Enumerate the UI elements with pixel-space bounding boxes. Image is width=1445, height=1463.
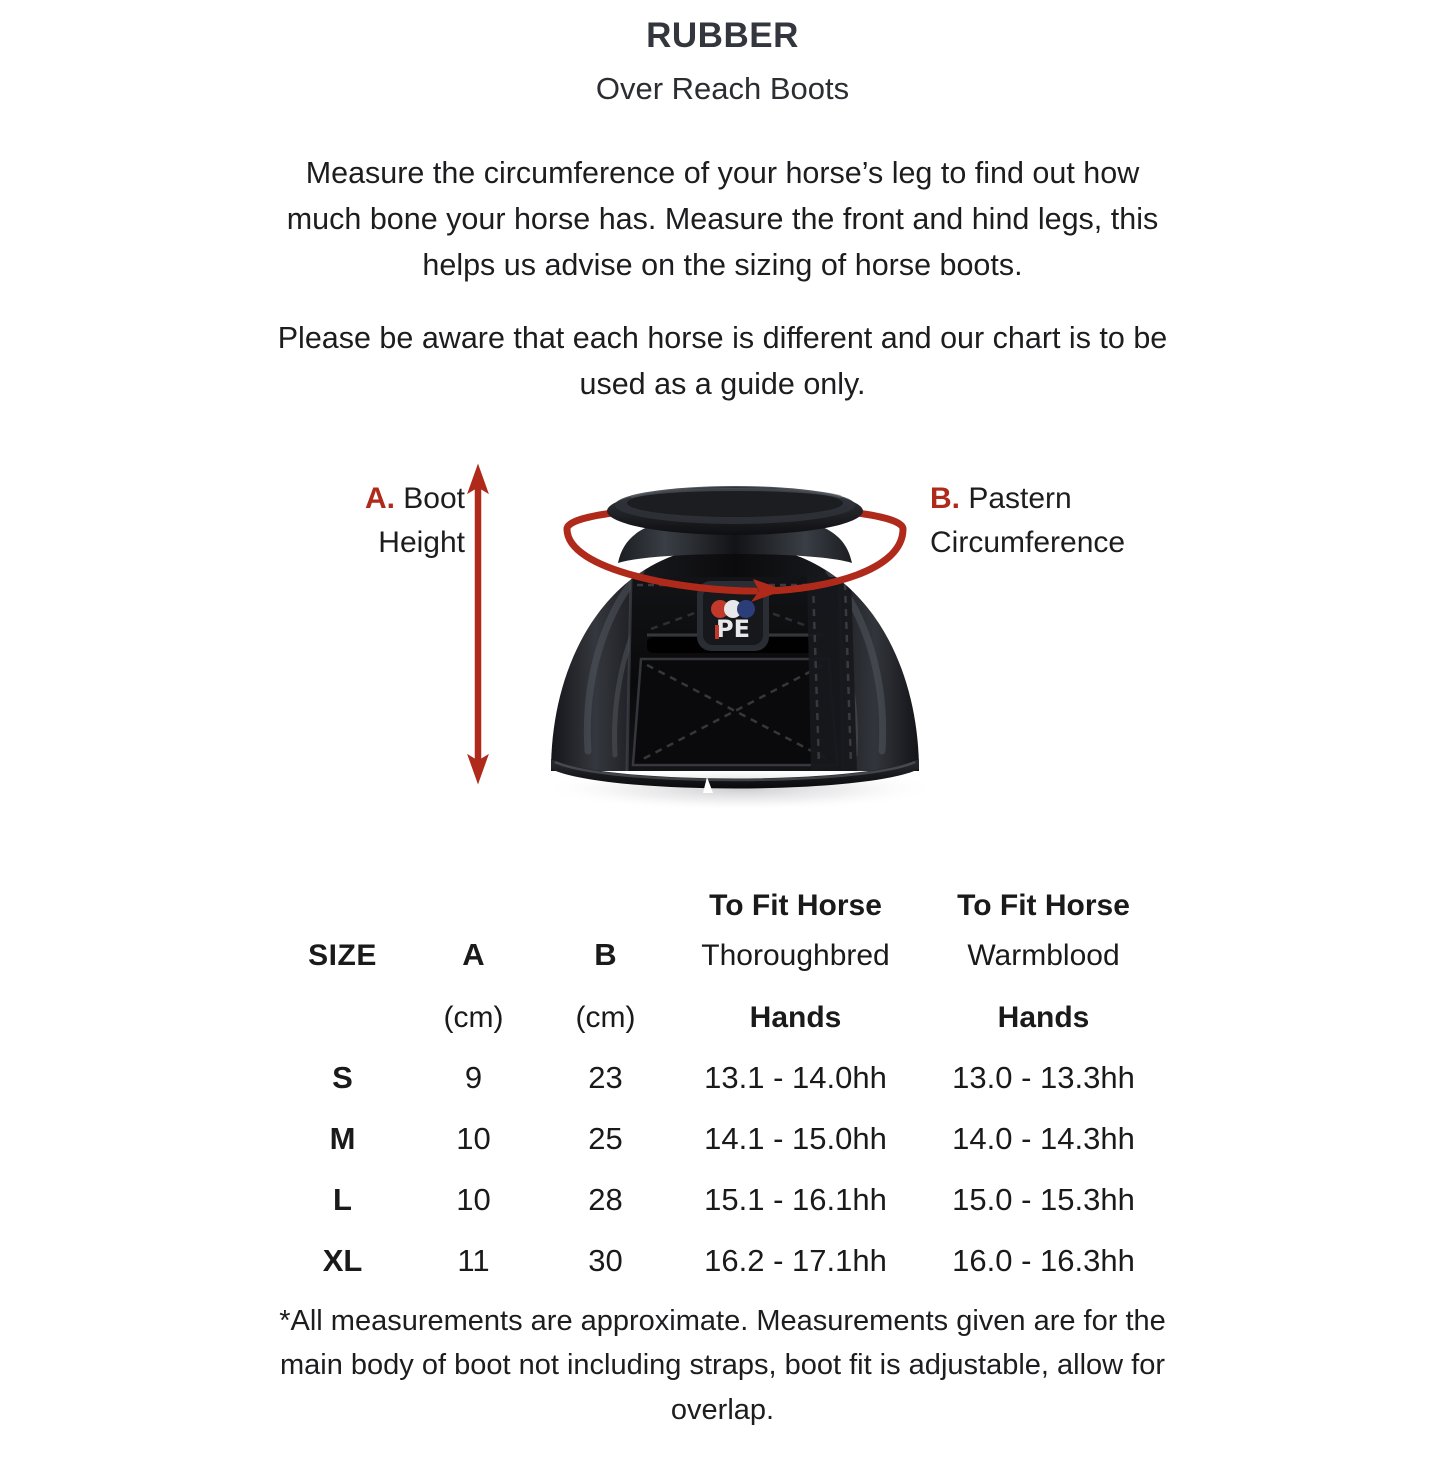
header-spacer-a bbox=[408, 877, 540, 921]
unit-spacer-size bbox=[278, 973, 408, 1035]
header-spacer-b bbox=[540, 877, 672, 921]
cell-size: L bbox=[333, 1182, 352, 1218]
footnote: *All measurements are approximate. Measurements given are for the main body of boot not including straps, boot fit is adjustable, allow for overlap. bbox=[279, 1305, 1166, 1426]
cell-b: 30 bbox=[588, 1243, 623, 1279]
label-b-line2: Circumference bbox=[930, 526, 1126, 560]
cell-size: XL bbox=[322, 1243, 363, 1279]
header-a-unit: (cm) bbox=[443, 1001, 504, 1035]
table-header bbox=[278, 877, 1168, 1035]
cell-a: 10 bbox=[456, 1121, 491, 1157]
header-thoroughbred-sub: Thoroughbred bbox=[701, 939, 890, 973]
measurement-diagram bbox=[0, 459, 1445, 849]
pe-logo-text: PE bbox=[716, 615, 750, 644]
header-row-units bbox=[278, 973, 1168, 1035]
label-a-key: A. bbox=[364, 482, 395, 516]
boot-height-arrow bbox=[468, 465, 488, 783]
cell-size: S bbox=[332, 1060, 353, 1096]
header-thoroughbred-top-text: To Fit Horse bbox=[709, 889, 882, 923]
cell-thoroughbred: 14.1 - 15.0hh bbox=[704, 1121, 887, 1157]
cell-warmblood: 15.0 - 15.3hh bbox=[952, 1182, 1135, 1218]
cell-b: 28 bbox=[588, 1182, 623, 1218]
header-size: SIZE bbox=[308, 939, 377, 973]
header-warmblood-top-text: To Fit Horse bbox=[957, 889, 1130, 923]
label-boot-height bbox=[250, 477, 465, 565]
table-row bbox=[278, 1035, 1168, 1096]
page-title: RUBBER bbox=[646, 16, 799, 55]
label-b-line1: Pastern bbox=[968, 482, 1072, 516]
cell-thoroughbred: 13.1 - 14.0hh bbox=[704, 1060, 887, 1096]
page-subtitle: Over Reach Boots bbox=[595, 70, 850, 106]
header-b: B bbox=[594, 937, 617, 973]
cell-a: 11 bbox=[457, 1243, 490, 1279]
header-thoroughbred-top bbox=[672, 877, 920, 921]
intro-paragraph-1: Measure the circumference of your horse’s leg to find out how much bone your horse has. Measure the front and hind legs, this helps us advise on the sizing of horse boots. bbox=[286, 155, 1159, 283]
cell-thoroughbred: 16.2 - 17.1hh bbox=[704, 1243, 887, 1279]
cell-size: M bbox=[329, 1121, 356, 1157]
header-row-main bbox=[278, 921, 1168, 973]
header-spacer-size bbox=[278, 877, 408, 921]
table-body bbox=[278, 1035, 1168, 1279]
cell-b: 25 bbox=[588, 1121, 623, 1157]
label-b-key: B. bbox=[930, 482, 960, 516]
cell-b: 23 bbox=[588, 1060, 623, 1096]
header-warmblood-sub: Warmblood bbox=[967, 939, 1120, 973]
label-a-line1: Boot bbox=[403, 482, 465, 516]
header-warmblood-unit: Hands bbox=[997, 1001, 1090, 1035]
header-warmblood-top bbox=[920, 877, 1168, 921]
header-b-unit: (cm) bbox=[575, 1001, 636, 1035]
header-row-top bbox=[278, 877, 1168, 921]
cell-thoroughbred: 15.1 - 16.1hh bbox=[704, 1182, 887, 1218]
cell-a: 10 bbox=[456, 1182, 491, 1218]
intro-paragraph-2: Please be aware that each horse is different and our chart is to be used as a guide only. bbox=[277, 320, 1168, 402]
sizing-table bbox=[278, 877, 1168, 1279]
cell-warmblood: 16.0 - 16.3hh bbox=[952, 1243, 1135, 1279]
boot-illustration bbox=[455, 459, 1015, 819]
boot-top-rim bbox=[607, 486, 863, 535]
header-thoroughbred-unit: Hands bbox=[749, 1001, 842, 1035]
table-row bbox=[278, 1218, 1168, 1279]
table-row bbox=[278, 1157, 1168, 1218]
cell-a: 9 bbox=[464, 1060, 483, 1096]
label-a-line2: Height bbox=[378, 526, 465, 560]
cell-warmblood: 13.0 - 13.3hh bbox=[952, 1060, 1135, 1096]
table-row bbox=[278, 1096, 1168, 1157]
header-a: A bbox=[462, 937, 485, 973]
cell-warmblood: 14.0 - 14.3hh bbox=[952, 1121, 1135, 1157]
